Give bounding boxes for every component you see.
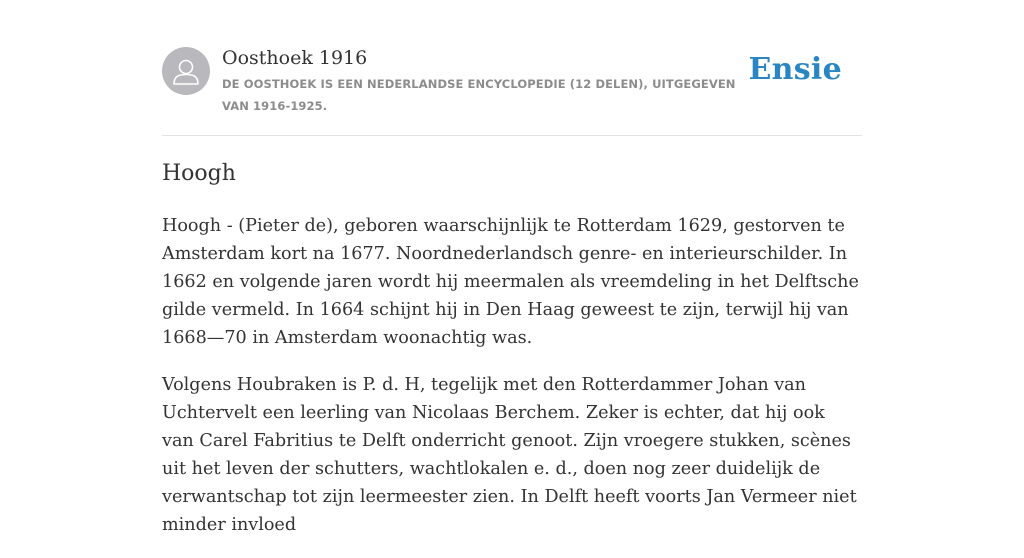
brand-logo[interactable]: Ensie: [748, 52, 842, 87]
entry-body: [162, 212, 862, 558]
entry-paragraph: Volgens Houbraken is P. d. H, tegelijk met den Rotterdammer Johan van Uchtervelt een leerling van Nicolaas Berchem. Zeker is echter, dat hij ook van Carel Fabritius te Delft onderricht genoot. Zijn vroegere stukken, scènes uit het leven der schutters, wachtlokalen e. d., doen nog zeer duidelijk de verwantschap tot zijn leermeester zien. In Delft heeft voorts Jan Vermeer niet minder invloed: [162, 375, 857, 535]
entry-paragraph: Hoogh - (Pieter de), geboren waarschijnlijk te Rotterdam 1629, gestorven te Amsterdam kort na 1677. Noordnederlandsch genre- en interieurschilder. In 1662 en volgende jaren wordt hij meermalen als vreemdeling in het Delftsche gilde vermeld. In 1664 schijnt hij in Den Haag geweest te zijn, terwijl hij van 1668—70 in Amsterdam woonachtig was.: [162, 216, 859, 348]
page: [162, 0, 862, 535]
entry-title: Hoogh: [162, 161, 236, 186]
source-description: DE OOSTHOEK IS EEN NEDERLANDSE ENCYCLOPEDIE (12 DELEN), UITGEGEVEN VAN 1916-1925.: [222, 77, 736, 113]
source-title[interactable]: Oosthoek 1916: [222, 47, 368, 69]
source-info: [222, 45, 762, 117]
user-icon[interactable]: [162, 47, 210, 95]
source-header: [162, 0, 862, 136]
